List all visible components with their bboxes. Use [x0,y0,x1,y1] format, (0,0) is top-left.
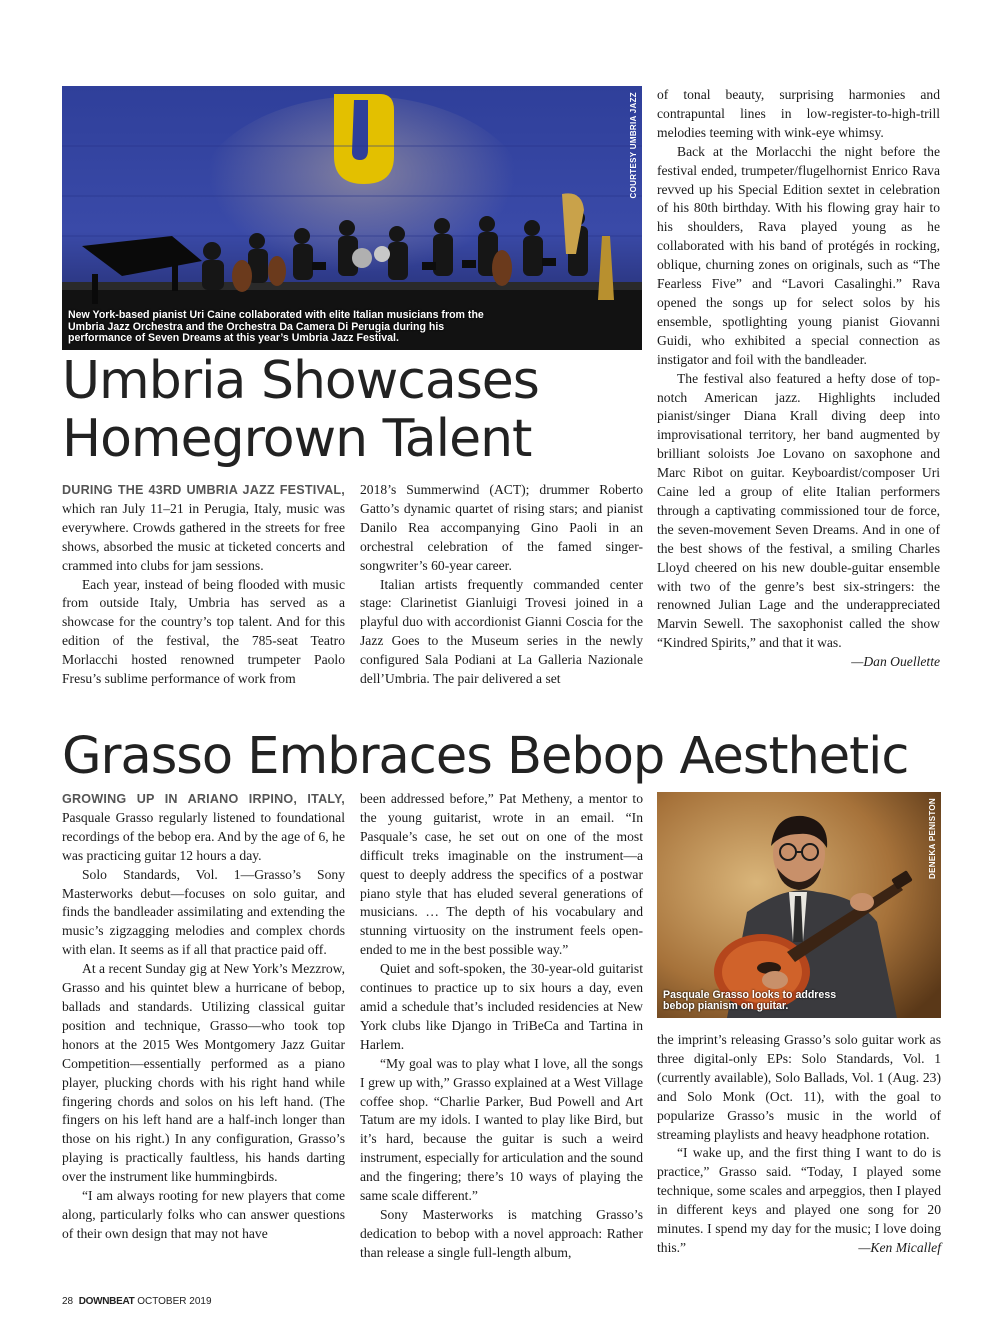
author-signature: —Dan Ouellette [851,654,940,670]
paragraph-text: which ran July 11–21 in Perugia, Italy, music was everywhere. Crowds gathered in the streets for free shows, absorbed the music at ticketed concerts and crammed into clubs for jam sessions. [62,500,345,573]
article-paragraph: Solo Standards, Vol. 1—Grasso’s Sony Masterworks debut—focuses on solo guitar, and finds the bandleader assimilating and extending the music’s zigzagging melodies and complex chords with elan. It seems as if all that practice paid off. [62,866,345,958]
photo-caption-text: Pasquale Grasso looks to address bebop pianism on guitar. [663,988,837,1013]
issue-date: OCTOBER 2019 [137,1296,212,1307]
article2-column-2 [360,790,643,1263]
paragraph-text: “I wake up, and the first thing I want to do is practice,” Grasso said. “Today, I played some technique, some scales and arpeggios, then I played in different keys and played one song for 20 minutes. I spend my day for the music; I love doing this.” [657,1145,941,1255]
lead-in: GROWING UP IN ARIANO IRPINO, ITALY, [62,792,345,806]
grasso-photo [657,792,941,1018]
article1-column-3 [657,86,940,672]
photo-caption-text: New York-based pianist Uri Caine collaborated with elite Italian musicians from the Umbria Jazz Orchestra and the Orchestra Da Camera Di Perugia during his performance of Seven Dreams at this year’s Umbria Jazz Festival. [68,309,484,345]
article-paragraph [62,790,345,866]
article-paragraph: the imprint’s releasing Grasso’s solo guitar work as three digital-only EPs: Solo Standards, Vol. 1 (currently available), Solo Ballads, Vol. 1 (Aug. 23) and Solo Monk (Oct. 11), with the goal to popularize Grasso’s music in the world of streaming playlists and heavy headphone rotation. [657,1032,941,1142]
photo-credit: DENEKA PENISTON [928,798,937,879]
article2-column-1 [62,790,345,1244]
paragraph-text: Pasquale Grasso regularly listened to foundational recordings of the bebop era. And by the age of 6, he was practicing guitar 12 hours a day. [62,809,345,863]
lead-in: DURING THE 43RD UMBRIA JAZZ FESTIVAL, [62,483,345,497]
headline-line-2: Homegrown Talent [62,409,532,469]
article-paragraph: of tonal beauty, surprising harmonies and contrapuntal lines in low-register-to-high-trill melodies teeming with wink-eye whimsy. [657,87,940,140]
article1-column-2 [360,481,643,689]
article-paragraph: Back at the Morlacchi the night before the festival ended, trumpeter/flugelhornist Enrico Rava revved up his Special Edition sextet in celebration of his 80th birthday. With his flowing gray hair to his shoulders, Rava played young as he collaborated with his band of protégés in rocking, oblique, churning zones on originals, such as “The Fearless Five” and “Lavori Casalinghi.” Rava opened the songs up for select solos by his ensemble, spotlighting young pianist Giovanni Guidi, who exhibited a special connection as instigator and foil with the bandleader. [657,143,940,367]
article-paragraph: Sony Masterworks is matching Grasso’s dedication to bebop with a novel approach: Rather than release a single full-length album, [360,1206,643,1260]
guitarist-illustration [657,792,941,1018]
article-headline [62,352,662,468]
article-paragraph: At a recent Sunday gig at New York’s Mezzrow, Grasso and his quintet blew a hurricane of bebop, ballads and standards. Utilizing classical guitar position and technique, Grasso—who took top honors at the 2015 Wes Montgomery Jazz Guitar Competition—essentially performed as a piano player, plucking chords with his right hand while fingering chords and solos on his left hand. (The fingers on his left hand are a half-inch longer than those on his right.) In any configuration, Grasso’s playing is practically faultless, his hands darting over the instrument like hummingbirds. [62,961,345,1185]
article-paragraph: “I am always rooting for new players that come along, particularly folks who can answer questions of their own design that may not have [62,1188,345,1241]
article-paragraph: Italian artists frequently commanded center stage: Clarinetist Gianluigi Trovesi joined in a playful duo with accordionist Gianni Coscia for the Jazz Goes to the Museum series in the newly configured Sala Podiani at La Galleria Nazionale dell’Umbria. The pair delivered a set [360,576,643,687]
article-paragraph: 2018’s Summerwind (ACT); drummer Roberto Gatto’s dynamic quartet of rising stars; and pianist Danilo Rea accompanying Gino Paoli in an orchestral celebration of the famed singer-songwriter’s 60-year career. [360,482,643,573]
headline-line-1: Umbria Showcases [62,351,539,411]
umbria-concert-photo [62,86,642,350]
article-paragraph: Each year, instead of being flooded with music from outside Italy, Umbria has served as a showcase for the country’s top talent. And for this edition of the festival, the 785-seat Teatro Morlacchi hosted renowned trumpeter Paolo Fresu’s sublime performance of work from [62,576,345,687]
article-headline: Grasso Embraces Bebop Aesthetic [62,727,909,786]
article2-column-3 [657,1031,941,1258]
article-paragraph [62,481,345,576]
photo-caption [68,310,498,345]
article-paragraph: been addressed before,” Pat Metheny, a mentor to the young guitarist, wrote in an email. “In Pasquale’s case, he set out on one of the most difficult treks imaginable on the instrument—a quest to deeply address the specifics of a postwar piano style that has eluded several generations of musicians. … The depth of his vocabulary and stunning virtuosity on the instrument feels open-ended to me in the best possible way.” [360,791,643,958]
author-signature: —Ken Micallef [858,1239,941,1255]
photo-credit: COURTESY UMBRIA JAZZ [629,92,638,199]
magazine-name: DOWNBEAT [78,1296,135,1307]
photo-caption [663,990,853,1013]
article-paragraph [657,1144,941,1257]
paragraph-text: The festival also featured a hefty dose of top-notch American jazz. Highlights included pianist/singer Diana Krall diving deep into improvisational territory, her band augmented by brilliant soloists Joe Lovano on saxophone and Marc Ribot on guitar. Keyboardist/composer Uri Caine led a group of elite Italian performers through a captivating commissioned tour de force, the seven-movement Seven Dreams. And in one of the best shows of the festival, a smiling Charles Lloyd cheered on his new double-guitar ensemble with two of the genre’s best six-stringers: the renowned Julian Lage and the underappreciated Marvin Sewell. The saxophonist called the show “Kindred Spirits,” and that it was. [657,370,940,651]
article-paragraph: Quiet and soft-spoken, the 30-year-old guitarist continues to practice up to six hours a day, even amid a schedule that’s included residencies at New York clubs like Django in TriBeCa and Tartina in Harlem. [360,961,643,1052]
article-paragraph [657,370,940,670]
page-number: 28 [62,1296,74,1307]
page-folio [62,1296,212,1307]
article1-column-1 [62,481,345,689]
article-paragraph: “My goal was to play what I love, all the songs I grew up with,” Grasso explained at a West Village coffee shop. “Charlie Parker, Bud Powell and Art Tatum are my idols. I wanted to play like Bird, but it’s hard, because the guitar is such a weird instrument, especially for articulation and the sound and the fingering; there’s 10 ways of playing the same scale different.” [360,1055,643,1204]
